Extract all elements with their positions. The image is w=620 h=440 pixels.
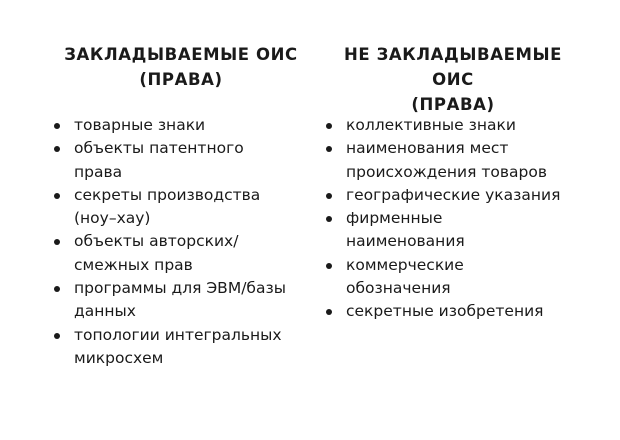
bullet-icon [54, 146, 60, 152]
list-item-line1: товарные знаки [74, 116, 206, 134]
list-item-line2: права [74, 162, 123, 181]
bullet-icon [326, 216, 332, 222]
pledgeable-heading [50, 42, 312, 92]
bullet-icon [54, 193, 60, 199]
list-item-line1: коллективные знаки [346, 116, 516, 134]
list-item-line2: (ноу–хау) [74, 209, 151, 228]
list-item-line1: фирменные [346, 209, 443, 228]
list-item-line1: объекты патентного [74, 139, 244, 158]
bullet-icon [326, 309, 332, 315]
non-pledgeable-heading-line2: (ПРАВА) [411, 95, 495, 114]
non-pledgeable-heading [322, 42, 584, 114]
bullet-icon [326, 193, 332, 199]
list-item-line1: наименования мест [346, 139, 509, 158]
list-item-line2: наименования [346, 232, 465, 251]
list-item [322, 114, 584, 137]
pledgeable-heading-line1: ЗАКЛАДЫВАЕМЫЕ ОИС [64, 45, 298, 64]
list-item-line2: микросхем [74, 348, 164, 367]
list-item-line1: программы для ЭВМ/базы [74, 279, 286, 298]
list-item-line1: секретные изобретения [346, 302, 544, 321]
list-item [322, 254, 584, 301]
list-item-line1: коммерческие [346, 255, 464, 274]
non-pledgeable-list [322, 114, 584, 324]
list-item [322, 137, 584, 184]
list-item-line1: географические указания [346, 185, 561, 204]
list-item [50, 114, 312, 137]
list-item [50, 184, 312, 231]
bullet-icon [326, 146, 332, 152]
bullet-icon [54, 333, 60, 339]
list-item [50, 137, 312, 184]
list-item-line1: объекты авторских/ [74, 232, 239, 251]
pledgeable-heading-line2: (ПРАВА) [139, 70, 223, 89]
list-item-line2: происхождения товаров [346, 162, 547, 181]
list-item [322, 184, 584, 207]
list-item [50, 230, 312, 277]
pledgeable-list [50, 114, 312, 370]
list-item-line2: смежных прав [74, 255, 193, 274]
pledgeable-column [50, 42, 312, 367]
list-item [322, 300, 584, 323]
non-pledgeable-column [322, 42, 584, 321]
list-item [322, 207, 584, 254]
bullet-icon [54, 123, 60, 129]
list-item [50, 277, 312, 324]
bullet-icon [54, 239, 60, 245]
list-item-line1: топологии интегральных [74, 325, 282, 344]
list-item-line1: секреты производства [74, 185, 261, 204]
bullet-icon [326, 263, 332, 269]
list-item [50, 324, 312, 371]
bullet-icon [54, 286, 60, 292]
bullet-icon [326, 123, 332, 129]
list-item-line2: обозначения [346, 279, 451, 298]
non-pledgeable-heading-line1: НЕ ЗАКЛАДЫВАЕМЫЕ ОИС [343, 45, 563, 89]
list-item-line2: данных [74, 302, 136, 321]
